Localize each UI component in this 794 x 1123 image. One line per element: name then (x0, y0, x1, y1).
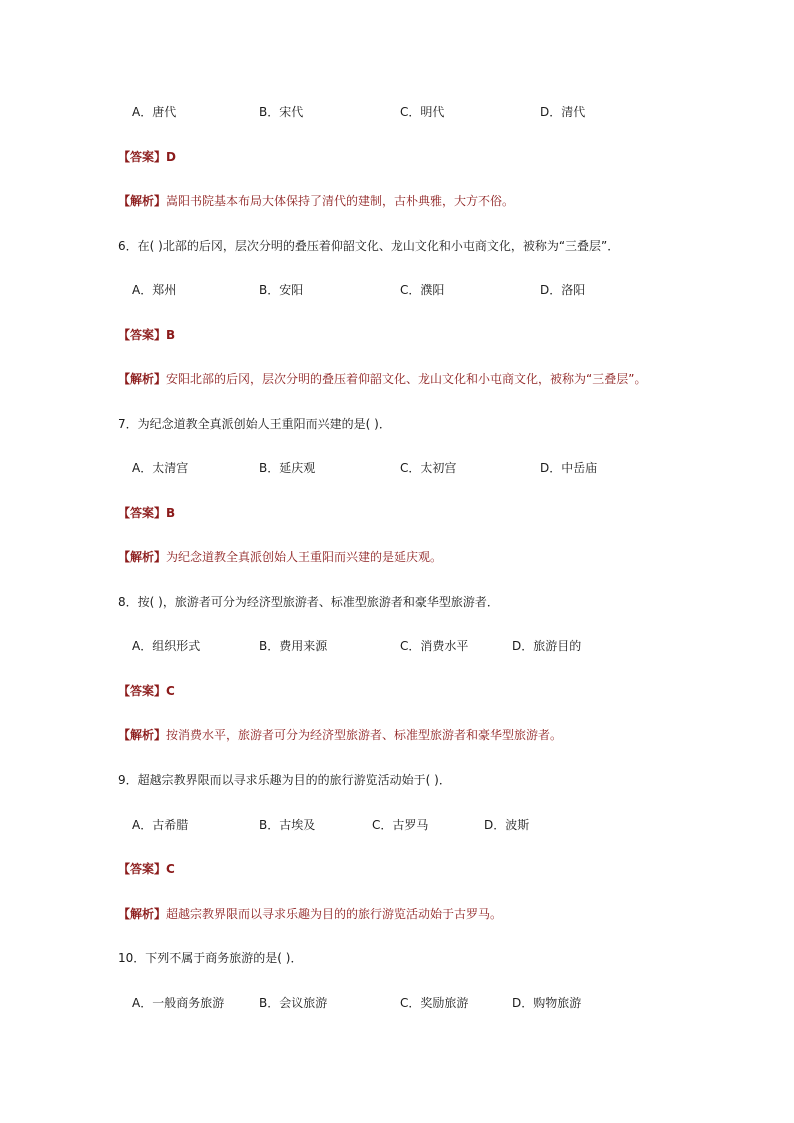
analysis-tag: 【解析】 (118, 550, 167, 564)
analysis-text: 为纪念道教全真派创始人王重阳而兴建的是延庆观。 (166, 550, 443, 564)
option-b[interactable]: B．安阳 (259, 283, 304, 297)
answer-7: 【答案】B (118, 506, 176, 520)
question-8: 8．按( )，旅游者可分为经济型旅游者、标准型旅游者和豪华型旅游者． (118, 595, 499, 609)
analysis-5 (118, 192, 514, 210)
analysis-6 (118, 370, 646, 388)
question-7: 7．为纪念道教全真派创始人王重阳而兴建的是( )． (118, 417, 391, 431)
option-a[interactable]: A．太清宫 (132, 461, 189, 475)
analysis-text: 超越宗教界限而以寻求乐趣为目的的旅行游览活动始于古罗马。 (166, 907, 503, 921)
answer-5: 【答案】D (118, 150, 176, 164)
option-d[interactable]: D．购物旅游 (512, 996, 582, 1010)
analysis-text: 嵩阳书院基本布局大体保持了清代的建制，古朴典雅，大方不俗。 (166, 194, 515, 208)
option-a[interactable]: A．唐代 (132, 105, 177, 119)
answer-8: 【答案】C (118, 684, 175, 698)
answer-6: 【答案】B (118, 328, 176, 342)
analysis-tag: 【解析】 (118, 372, 167, 386)
answer-9: 【答案】C (118, 862, 175, 876)
option-b[interactable]: B．宋代 (259, 105, 304, 119)
option-c[interactable]: C．明代 (400, 105, 445, 119)
analysis-text: 安阳北部的后冈，层次分明的叠压着仰韶文化、龙山文化和小屯商文化，被称为“三叠层”。 (166, 372, 647, 386)
analysis-tag: 【解析】 (118, 194, 167, 208)
analysis-tag: 【解析】 (118, 728, 167, 742)
analysis-7 (118, 548, 442, 566)
option-d[interactable]: D．中岳庙 (540, 461, 598, 475)
option-d[interactable]: D．波斯 (484, 818, 530, 832)
analysis-text: 按消费水平，旅游者可分为经济型旅游者、标准型旅游者和豪华型旅游者。 (166, 728, 563, 742)
option-d[interactable]: D．旅游目的 (512, 639, 582, 653)
option-b[interactable]: B．费用来源 (259, 639, 328, 653)
question-9: 9．超越宗教界限而以寻求乐趣为目的的旅行游览活动始于( )． (118, 773, 451, 787)
option-d[interactable]: D．洛阳 (540, 283, 586, 297)
option-c[interactable]: C．消费水平 (400, 639, 469, 653)
option-b[interactable]: B．会议旅游 (259, 996, 328, 1010)
option-d[interactable]: D．清代 (540, 105, 586, 119)
option-c[interactable]: C．濮阳 (400, 283, 445, 297)
option-a[interactable]: A．组织形式 (132, 639, 201, 653)
analysis-8 (118, 726, 562, 744)
option-c[interactable]: C．奖励旅游 (400, 996, 469, 1010)
option-c[interactable]: C．太初宫 (400, 461, 457, 475)
analysis-9 (118, 905, 502, 923)
option-a[interactable]: A．古希腊 (132, 818, 189, 832)
option-c[interactable]: C．古罗马 (372, 818, 429, 832)
question-10: 10．下列不属于商务旅游的是( )． (118, 951, 303, 965)
option-b[interactable]: B．古埃及 (259, 818, 316, 832)
option-b[interactable]: B．延庆观 (259, 461, 316, 475)
option-a[interactable]: A．郑州 (132, 283, 177, 297)
question-6: 6．在( )北部的后冈，层次分明的叠压着仰韶文化、龙山文化和小屯商文化，被称为“三叠层”． (118, 239, 620, 253)
analysis-tag: 【解析】 (118, 907, 167, 921)
option-a[interactable]: A．一般商务旅游 (132, 996, 225, 1010)
